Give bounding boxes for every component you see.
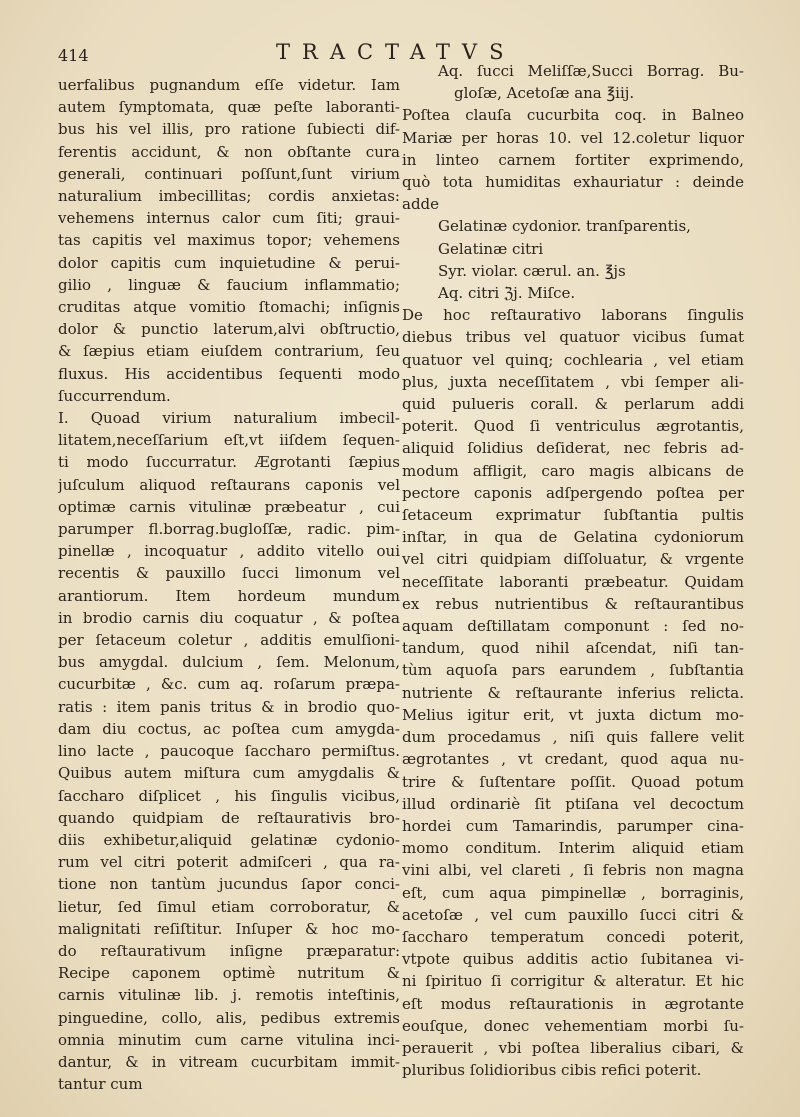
right-text-column bbox=[402, 60, 744, 1081]
text-line: aliquid ſolidius deſiderat, nec febris ad- bbox=[402, 439, 744, 458]
text-line: gloſæ, Acetoſæ ana ℥iij. bbox=[454, 84, 635, 103]
text-line: tione non tantùm jucundus ſapor conci- bbox=[58, 875, 400, 894]
text-line: pectore caponis adſpergendo poſtea per bbox=[402, 483, 744, 502]
text-line: omnia minutim cum carne vitulina inci- bbox=[58, 1030, 400, 1049]
text-line: vehemens internus calor cum ſiti; graui- bbox=[58, 209, 400, 228]
text-line: plus, juxta neceſſitatem , vbi ſemper ali- bbox=[402, 372, 744, 391]
text-line: eſt modus reſtaurationis in ægrotante bbox=[402, 994, 744, 1013]
text-line: cucurbitæ , &c. cum aq. roſarum præpa- bbox=[58, 675, 400, 694]
text-line: tùm aquoſa pars earundem , ſubſtantia bbox=[402, 661, 744, 680]
text-line: poterit. Quod ſi ventriculus ægrotantis, bbox=[402, 417, 744, 436]
text-line: optimæ carnis vitulinæ præbeatur , cui bbox=[58, 497, 400, 516]
text-line: lino lacte , paucoque ſaccharo permiſtus. bbox=[58, 742, 400, 761]
text-line: vel citri quidpiam diſſoluatur, & vrgente bbox=[402, 550, 744, 569]
text-line: adde bbox=[402, 195, 440, 214]
text-line: Recipe caponem optimè nutritum & bbox=[58, 964, 400, 983]
text-line: malignitati reſiſtitur. Inſuper & hoc mo- bbox=[58, 919, 400, 938]
text-line: dam diu coctus, ac poſtea cum amygda- bbox=[58, 719, 400, 738]
text-line: De hoc reſtaurativo laborans ſingulis bbox=[402, 306, 744, 325]
text-line: juſculum aliquod reſtaurans caponis vel bbox=[58, 475, 400, 494]
text-line: do reſtaurativum inſigne præparatur: bbox=[58, 941, 400, 960]
text-line: autem ſymptomata, quæ peſte laboranti- bbox=[58, 98, 400, 117]
text-line: Aq. citri ℨj. Miſce. bbox=[438, 284, 576, 303]
text-line: modum affligit, caro magis albicans de bbox=[402, 461, 744, 480]
text-line: vtpote quibus additis actio ſubitanea vi- bbox=[402, 950, 744, 969]
text-line: dantur, & in vitream cucurbitam immit- bbox=[58, 1052, 400, 1071]
text-line: naturalium imbecillitas; cordis anxietas: bbox=[58, 187, 400, 206]
text-line: bus amygdal. dulcium , ſem. Melonum, bbox=[58, 653, 400, 672]
text-line: ſaccharo diſplicet , his ſingulis vicibus, bbox=[58, 786, 400, 805]
text-line: diis exhibetur,aliquid gelatinæ cydonio- bbox=[58, 830, 400, 849]
text-line: neceſſitate laboranti præbeatur. Quidam bbox=[402, 572, 744, 591]
text-line: ex rebus nutrientibus & reſtaurantibus bbox=[402, 594, 744, 613]
page-number: 414 bbox=[58, 46, 89, 65]
text-line: bus his vel illis, pro ratione ſubiecti dif- bbox=[58, 120, 400, 139]
text-line: arantiorum. Item hordeum mundum bbox=[58, 586, 400, 605]
text-line: per ſetaceum coletur , additis emulſioni- bbox=[58, 631, 400, 650]
text-line: pluribus ſolidioribus cibis refici poterit. bbox=[402, 1061, 702, 1080]
text-line: dolor capitis cum inquietudine & perui- bbox=[58, 253, 400, 272]
text-line: generali, continuari poſſunt,ſunt virium bbox=[58, 164, 400, 183]
running-head: TRACTATVS bbox=[276, 40, 516, 64]
text-line: aquam deſtillatam componunt : ſed no- bbox=[402, 617, 744, 636]
text-line: quatuor vel quinq; cochlearia , vel etiam bbox=[402, 350, 744, 369]
text-line: gilio , linguæ & faucium inflammatio; bbox=[58, 275, 400, 294]
text-line: Mariæ per horas 10. vel 12.coletur liquor bbox=[402, 128, 744, 147]
text-line: pinellæ , incoquatur , addito vitello oui bbox=[58, 542, 400, 561]
text-line: ſuccurrendum. bbox=[58, 386, 171, 405]
text-line: dum procedamus , niſi quis fallere velit bbox=[402, 728, 744, 747]
text-line: Aq. ſucci Meliſſæ,Succi Borrag. Bu- bbox=[438, 62, 744, 80]
text-line: fluxus. His accidentibus ſequenti modo bbox=[58, 364, 400, 383]
text-line: Gelatinæ cydonior. tranſparentis, bbox=[438, 217, 691, 236]
text-line: illud ordinariè ſit ptiſana vel decoctum bbox=[402, 794, 744, 813]
text-line: eſt, cum aqua pimpinellæ , borraginis, bbox=[402, 883, 744, 902]
text-line: uerfalibus pugnandum eſſe videtur. Iam bbox=[58, 76, 400, 94]
text-line: in brodio carnis diu coquatur , & poſtea bbox=[58, 608, 400, 627]
text-line: Gelatinæ citri bbox=[438, 239, 544, 258]
text-line: & ſæpius etiam eiuſdem contrarium, ſeu bbox=[58, 342, 400, 361]
text-line: parumper fl.borrag.bugloſſæ, radic. pim- bbox=[58, 520, 400, 539]
text-line: quò tota humiditas exhauriatur : deinde bbox=[402, 173, 744, 192]
text-line: quando quidpiam de reſtaurativis bro- bbox=[58, 808, 400, 827]
text-line: recentis & pauxillo ſucci limonum vel bbox=[58, 564, 400, 583]
text-line: pinguedine, collo, alis, pedibus extremis bbox=[58, 1008, 400, 1027]
text-line: perauerit , vbi poſtea liberalius cibari, & bbox=[402, 1038, 744, 1057]
text-line: ferentis accidunt, & non obſtante cura bbox=[58, 142, 400, 161]
text-line: ratis : item panis tritus & in brodio quo- bbox=[58, 697, 400, 716]
text-line: ni ſpirituo ſi corrigitur & alteratur. Et hic bbox=[402, 972, 744, 991]
text-line: Syr. violar. cærul. an. ℥js bbox=[438, 261, 626, 280]
text-line: cruditas atque vomitio ſtomachi; inſignis bbox=[58, 298, 400, 317]
text-line: ægrotantes , vt credant, quod aqua nu- bbox=[402, 750, 744, 769]
text-line: inſtar, in qua de Gelatina cydoniorum bbox=[402, 528, 744, 547]
text-line: Melius igitur erit, vt juxta dictum mo- bbox=[402, 705, 744, 724]
text-line: acetoſæ , vel cum pauxillo ſucci citri & bbox=[402, 905, 744, 924]
text-line: carnis vitulinæ lib. j. remotis inteſtinis, bbox=[58, 986, 400, 1005]
text-line: dolor & punctio laterum,alvi obſtructio, bbox=[58, 320, 400, 339]
text-line: diebus tribus vel quatuor vicibus ſumat bbox=[402, 328, 744, 347]
text-line: trire & ſuſtentare poſſit. Quoad potum bbox=[402, 772, 744, 791]
text-line: ti modo ſuccurratur. Ægrotanti ſæpius bbox=[58, 453, 400, 472]
text-line: in linteo carnem fortiter exprimendo, bbox=[402, 150, 744, 169]
text-line: ſaccharo temperatum concedi poterit, bbox=[402, 927, 744, 946]
text-line: ſetaceum exprimatur ſubſtantia pultis bbox=[402, 506, 744, 525]
text-line: tandum, quod nihil aſcendat, niſi tan- bbox=[402, 639, 744, 658]
text-line: lietur, ſed ſimul etiam corroboratur, & bbox=[58, 897, 400, 916]
text-line: I. Quoad virium naturalium imbecil- bbox=[58, 409, 400, 428]
text-line: tantur cum bbox=[58, 1075, 143, 1094]
text-line: vini albi, vel clareti , ſi febris non magna bbox=[402, 861, 744, 880]
text-line: tas capitis vel maximus topor; vehemens bbox=[58, 231, 400, 250]
text-line: rum vel citri poterit admiſceri , qua ra- bbox=[58, 853, 400, 872]
text-line: quid pulueris corall. & perlarum addi bbox=[402, 395, 744, 414]
text-line: eouſque, donec vehementiam morbi ſu- bbox=[402, 1016, 744, 1035]
left-text-column bbox=[58, 74, 400, 1095]
text-line: nutriente & reſtaurante inferius relicta. bbox=[402, 683, 744, 702]
text-line: Poſtea clauſa cucurbita coq. in Balneo bbox=[402, 106, 744, 125]
text-line: hordei cum Tamarindis, parumper cina- bbox=[402, 816, 744, 835]
text-line: litatem,neceſſarium eſt,vt iiſdem ſequen- bbox=[58, 431, 400, 450]
text-line: Quibus autem miſtura cum amygdalis & bbox=[58, 764, 400, 783]
text-line: momo conditum. Interim aliquid etiam bbox=[402, 839, 744, 858]
